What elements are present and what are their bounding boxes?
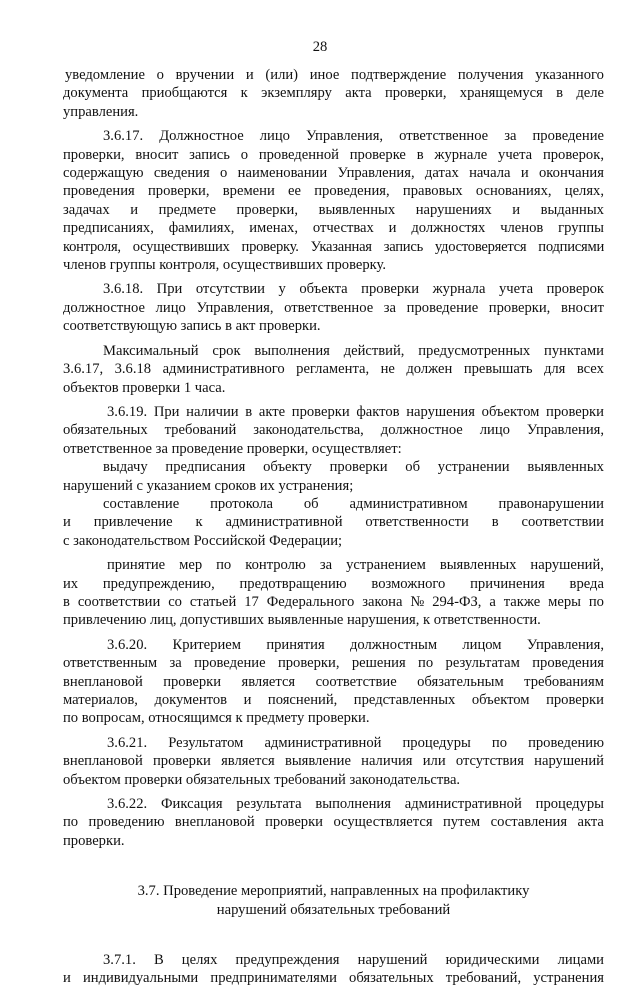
- text-line: уведомление о вручении и (или) иное подтверждение получения указанного: [65, 67, 604, 83]
- page-content: [63, 66, 604, 988]
- text-line: 3.6.17, 3.6.18 административного регламента, не должен превышать для всех: [63, 361, 604, 378]
- text-line: контроля, осуществивших проверку. Указанная запись удостоверяется подписями: [63, 238, 604, 255]
- text-line: Максимальный срок выполнения действий, предусмотренных пунктами: [103, 342, 604, 359]
- text-line: 3.6.17. Должностное лицо Управления, ответственное за проведение: [103, 128, 604, 145]
- text-line: 3.6.22. Фиксация результата выполнения административной процедуры: [107, 796, 604, 813]
- text-line: проверки.: [63, 832, 125, 849]
- text-line: 3.7.1. В целях предупреждения нарушений юридическими лицами: [103, 952, 604, 969]
- text-line: по проведению внеплановой проверки осуществляется путем составления акта: [63, 814, 604, 831]
- paragraph-control-measures: [63, 556, 604, 630]
- text-line: и индивидуальными предпринимателями обязательных требований, устранения: [63, 970, 604, 987]
- section-heading-3-7: [63, 882, 604, 919]
- text-line: 3.6.20. Критерием принятия должностным лицом Управления,: [107, 636, 604, 653]
- text-line: 3.6.21. Результатом административной процедуры по проведению: [107, 734, 604, 751]
- text-line: ответственное за проведение проверки, осуществляет:: [63, 440, 402, 457]
- text-line: внеплановой проверки является соответствие обязательным требованиям: [63, 673, 604, 690]
- text-line: управления.: [63, 103, 139, 120]
- text-line: выдачу предписания объекту проверки об устранении выявленных: [103, 459, 604, 476]
- text-line: проведения проверки, времени ее проведения, правовых основаниях, целях,: [63, 183, 604, 200]
- heading-line: нарушений обязательных требований: [216, 901, 451, 918]
- heading-line: 3.7. Проведение мероприятий, направленных на профилактику: [137, 883, 530, 900]
- text-line: содержащую сведения о наименовании Управления, датах начала и окончания: [63, 165, 604, 182]
- paragraph-3-6-21: [63, 734, 604, 789]
- text-line: 3.6.19. При наличии в акте проверки фактов нарушения объектом проверки: [107, 403, 604, 420]
- text-line: принятие мер по контролю за устранением выявленных нарушений,: [107, 557, 604, 574]
- text-line: членов группы контроля, осуществивших проверку.: [63, 257, 387, 274]
- text-line: привлечению лиц, допустивших выявленные нарушения, к ответственности.: [63, 612, 541, 629]
- paragraph-3-7-1: [63, 951, 604, 988]
- paragraph-3-6-20: [63, 636, 604, 728]
- paragraph-max-time: [63, 342, 604, 397]
- text-line: с законодательством Российской Федерации;: [63, 532, 343, 549]
- paragraph-continuation: [63, 66, 604, 121]
- text-line: обязательных требований законодательства, должностное лицо Управления,: [63, 422, 604, 439]
- text-line: их предупреждению, предотвращению возможного причинения вреда: [63, 575, 604, 592]
- text-line: предписаниях, фамилиях, именах, отчествах и должностях членов группы: [63, 220, 604, 237]
- paragraph-3-6-17: [63, 127, 604, 274]
- text-line: объектов проверки 1 часа.: [63, 379, 226, 396]
- text-line: проверки, вносит запись о проведенной проверке в журнале учета проверок,: [63, 146, 604, 163]
- text-line: в соответствии со статьей 17 Федерального закона № 294-ФЗ, а также меры по: [63, 593, 604, 610]
- text-line: по вопросам, относящимся к предмету проверки.: [63, 710, 370, 727]
- paragraph-3-6-22: [63, 795, 604, 850]
- paragraph-3-6-18: [63, 280, 604, 335]
- text-line: 3.6.18. При отсутствии у объекта проверки журнала учета проверок: [103, 281, 604, 298]
- text-line: документа приобщаются к экземпляру акта проверки, хранящемуся в деле: [63, 85, 604, 102]
- text-line: составление протокола об административном правонарушении: [103, 495, 604, 512]
- text-line: внеплановой проверки является выявление наличия или отсутствия нарушений: [63, 753, 604, 770]
- text-line: соответствующую запись в акт проверки.: [63, 318, 321, 335]
- paragraph-3-6-19: [63, 403, 604, 550]
- page-number: 28: [312, 39, 328, 55]
- text-line: объектом проверки обязательных требований законодательства.: [63, 771, 461, 788]
- text-line: нарушений с указанием сроков их устранения;: [63, 477, 354, 494]
- text-line: материалов, документов и пояснений, представленных объектом проверки: [63, 692, 604, 708]
- text-line: задачах и предмете проверки, выявленных нарушениях и выданных: [63, 201, 604, 218]
- text-line: и привлечение к административной ответственности в соответствии: [63, 514, 604, 531]
- text-line: ответственным за проведение проверки, решения по результатам проведения: [63, 655, 604, 672]
- text-line: должностное лицо Управления, ответственное за проведение проверки, вносит: [63, 299, 604, 316]
